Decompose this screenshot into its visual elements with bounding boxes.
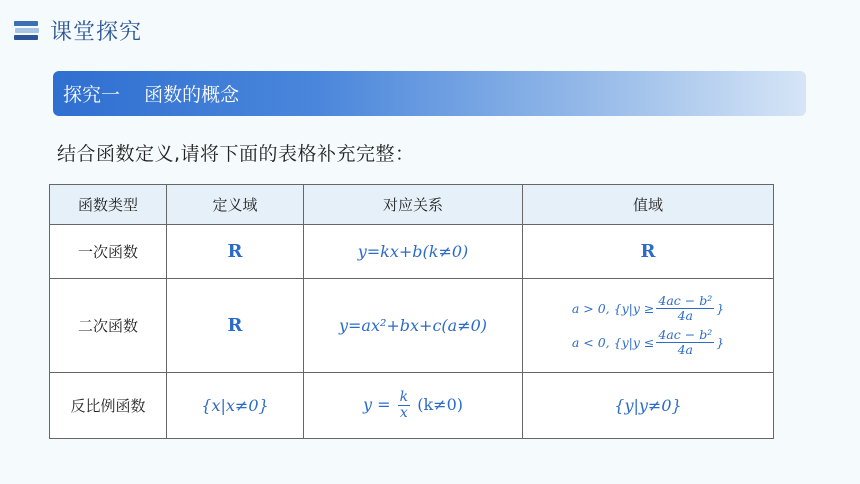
function-table bbox=[49, 184, 774, 439]
row-quadratic-mapping: y=ax²+bx+c(a≠0) bbox=[304, 279, 523, 373]
range-neg-denominator: 4a bbox=[677, 342, 693, 357]
range-pos-condition: a > 0, bbox=[571, 301, 610, 316]
range-a-positive bbox=[523, 292, 773, 326]
row-inverse-range: {y|y≠0} bbox=[523, 373, 774, 439]
header bbox=[14, 14, 142, 46]
inverse-mapping-denominator: x bbox=[399, 405, 408, 421]
header-type: 函数类型 bbox=[50, 185, 167, 225]
table-row bbox=[50, 279, 774, 373]
header-mapping: 对应关系 bbox=[304, 185, 523, 225]
table-row bbox=[50, 225, 774, 279]
range-pos-set-close: } bbox=[716, 301, 725, 316]
range-pos-numerator: 4ac − b² bbox=[658, 293, 713, 308]
range-neg-numerator: 4ac − b² bbox=[658, 327, 713, 342]
page-title: 课堂探究 bbox=[50, 19, 143, 45]
inverse-mapping-lhs: y = bbox=[363, 395, 396, 414]
instruction-text: 结合函数定义,请将下面的表格补充完整： bbox=[57, 143, 415, 165]
row-inverse-domain: {x|x≠0} bbox=[167, 373, 304, 439]
row-linear-type: 一次函数 bbox=[50, 225, 167, 279]
range-neg-set-open: {y|y ≤ bbox=[613, 335, 655, 350]
row-inverse-mapping bbox=[304, 373, 523, 439]
range-pos-set-open: {y|y ≥ bbox=[613, 301, 655, 316]
range-pos-denominator: 4a bbox=[677, 308, 693, 323]
range-a-negative bbox=[523, 326, 773, 360]
section-banner bbox=[53, 71, 806, 116]
row-quadratic-type: 二次函数 bbox=[50, 279, 167, 373]
row-linear-domain: R bbox=[167, 225, 304, 279]
row-inverse-type: 反比例函数 bbox=[50, 373, 167, 439]
range-neg-set-close: } bbox=[716, 335, 725, 350]
header-domain: 定义域 bbox=[167, 185, 304, 225]
inverse-mapping-condition: (k≠0) bbox=[417, 395, 463, 414]
range-neg-condition: a < 0, bbox=[571, 335, 610, 350]
table-header-row bbox=[50, 185, 774, 225]
table-row bbox=[50, 373, 774, 439]
row-linear-mapping: y=kx+b(k≠0) bbox=[304, 225, 523, 279]
inverse-mapping-numerator: k bbox=[399, 389, 409, 405]
row-linear-range: R bbox=[523, 225, 774, 279]
row-quadratic-range bbox=[523, 279, 774, 373]
row-quadratic-domain: R bbox=[167, 279, 304, 373]
header-range: 值域 bbox=[523, 185, 774, 225]
books-icon bbox=[14, 19, 40, 41]
banner-label: 探究一 函数的概念 bbox=[63, 84, 240, 106]
